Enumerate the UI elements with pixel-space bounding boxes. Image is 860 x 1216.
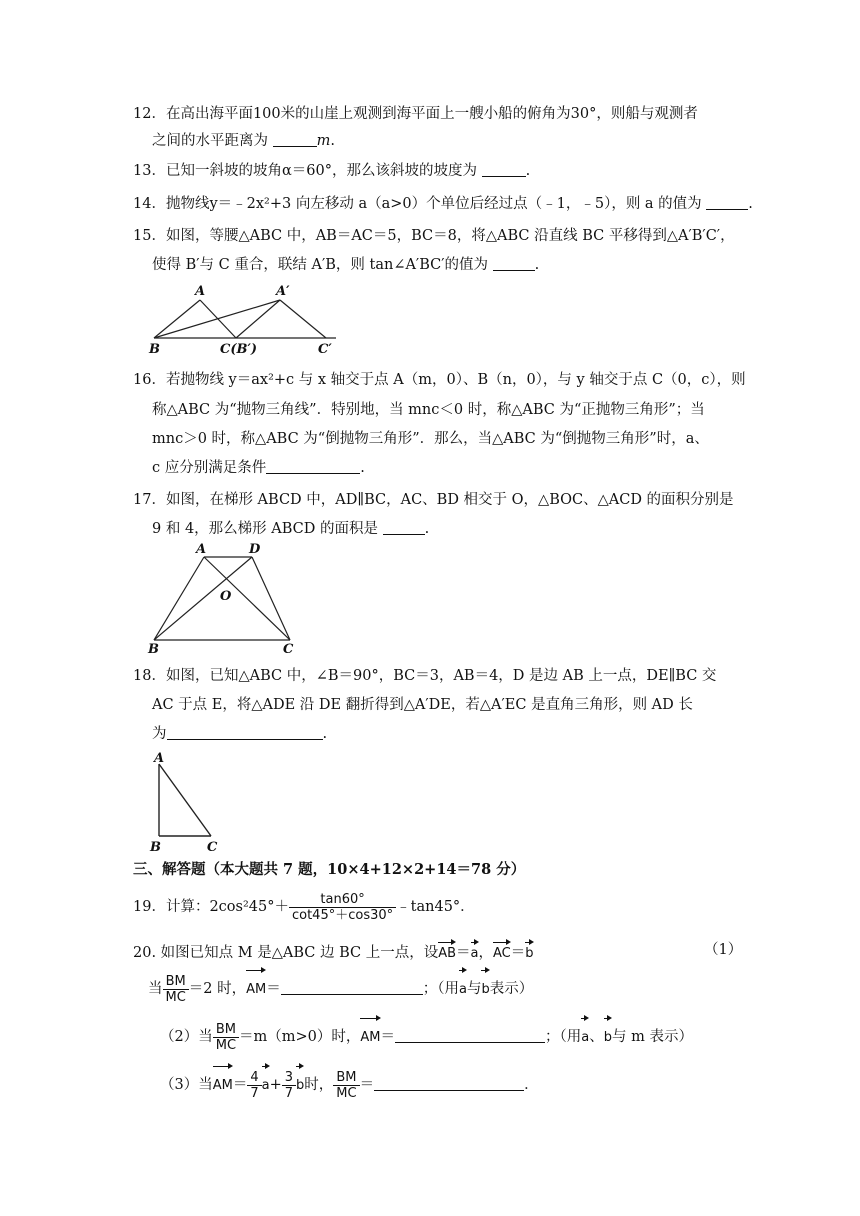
figure-18 — [145, 750, 225, 854]
fig18-label-c: C — [207, 840, 218, 854]
q20-part1-blank[interactable] — [281, 980, 423, 995]
q14: 14．抛物线y＝﹣2x²+3 向左移动 a（a>0）个单位后经过点（﹣1，﹣5），则 a 的值为 . — [133, 196, 753, 212]
q16-line2: 称△ABC 为“抛物三角线”．特别地，当 mnc＜0 时，称△ABC 为“正抛物三角形”；当 — [152, 402, 705, 418]
fig17-label-o: O — [220, 589, 232, 604]
q20-part2: （2）当 $\frac{BM}{MC}$ ＝m（m>0）时，AM＝ ；（用a、b与 m 表示） — [160, 1016, 693, 1056]
fig17-line-dc — [252, 557, 290, 640]
fig15-line-a2b2 — [236, 300, 280, 338]
fig15-label-cb2: C(B′) — [220, 342, 258, 357]
q18-line2: AC 于点 E，将△ADE 沿 DE 翻折得到△A′DE，若△A′EC 是直角三角形，则 AD 长 — [152, 697, 693, 713]
q15-line2: 使得 B′与 C 重合，联结 A′B，则 tan∠A′BC′的值为 . — [152, 257, 540, 273]
q13-answer-blank[interactable] — [482, 162, 526, 177]
q12-line1: 12．在高出海平面100米的山崖上观测到海平面上一艘小船的俯角为30°，则船与观测者 — [133, 106, 698, 122]
fig18-line-ac — [159, 764, 211, 836]
q19: 19．计算：2cos²45°＋ $\frac{\tan 60^\circ}{\cot 45^\circ+\cos 30^\circ}$ ﹣tan45°． — [133, 891, 475, 923]
q18-answer-blank[interactable] — [167, 725, 323, 740]
fig18-label-b: B — [150, 840, 161, 854]
q17-line1: 17．如图，在梯形 ABCD 中，AD∥BC，AC、BD 相交于 O，△BOC、△ACD 的面积分别是 — [133, 492, 734, 508]
q19-fraction: $\frac{\tan 60^\circ}{\cot 45^\circ+\cos 30^\circ}$ — [289, 892, 396, 923]
q17-line2: 9 和 4，那么梯形 ABCD 的面积是 . — [152, 521, 430, 537]
q20-part2-blank[interactable] — [395, 1028, 545, 1043]
fig17-line-bd — [154, 557, 252, 640]
q12-answer-blank[interactable] — [273, 132, 317, 147]
q16-line4: c 应分别满足条件 . — [152, 460, 365, 476]
q15-answer-blank[interactable] — [493, 256, 535, 271]
fig15-line-ab — [154, 300, 200, 338]
q13: 13．已知一斜坡的坡角α＝60°，那么该斜坡的坡度为 . — [133, 163, 531, 179]
q14-answer-blank[interactable] — [706, 195, 748, 210]
fig15-line-a2c2 — [280, 300, 326, 338]
q20-part1: 当 $\frac{BM}{MC}$ ＝2 时，AM＝ ；（用a与b表示） — [148, 968, 533, 1008]
q17-answer-blank[interactable] — [383, 520, 425, 535]
fig17-label-d: D — [249, 542, 261, 557]
fig15-label-b: B — [149, 342, 160, 357]
q16-line1: 16．若抛物线 y＝ax²+c 与 x 轴交于点 A（m，0）、B（n，0），与 y 轴交于点 C（0，c），则 — [133, 372, 746, 388]
q18-line3: 为 . — [152, 726, 328, 742]
q20-part3: （3）当AM＝ $\frac{4}{7}$ a+ $\frac{3}{7}$ b时， $\frac{BM}{MC}$ ＝ ． — [160, 1064, 539, 1104]
fig17-label-a: A — [196, 542, 207, 557]
q16-answer-blank[interactable] — [266, 459, 360, 474]
q12-line2: 之间的水平距离为 m. — [152, 133, 335, 149]
fig15-label-a: A — [195, 284, 206, 299]
fig17-line-ab — [154, 557, 204, 640]
q15-line1: 15．如图，等腰△ABC 中，AB＝AC＝5，BC＝8，将△ABC 沿直线 BC 平移得到△A′B′C′， — [133, 228, 735, 244]
q20-part1-label: （1） — [704, 942, 743, 958]
section-3-heading: 三、解答题（本大题共 7 题，10×4+12×2+14＝78 分） — [133, 861, 526, 878]
q20-part3-blank[interactable] — [374, 1076, 524, 1091]
fig17-line-ac — [204, 557, 290, 640]
q20-line1: 20. 如图已知点 M 是△ABC 边 BC 上一点，设AB＝a，AC＝b — [133, 940, 733, 964]
fig17-label-c: C — [283, 642, 294, 657]
fig18-label-a: A — [154, 751, 165, 766]
fig17-label-b: B — [148, 642, 159, 657]
fig15-label-c2: C′ — [318, 342, 332, 357]
figure-17 — [140, 540, 310, 658]
fig15-label-a2: A′ — [276, 284, 290, 299]
q18-line1: 18．如图，已知△ABC 中，∠B＝90°，BC＝3，AB＝4，D 是边 AB 上一点，DE∥BC 交 — [133, 668, 717, 684]
figure-15 — [140, 280, 360, 358]
fig15-line-a2b — [154, 300, 280, 338]
q16-line3: mnc＞0 时，称△ABC 为“倒抛物三角形”．那么，当△ABC 为“倒抛物三角形”时，a、 — [152, 431, 709, 447]
